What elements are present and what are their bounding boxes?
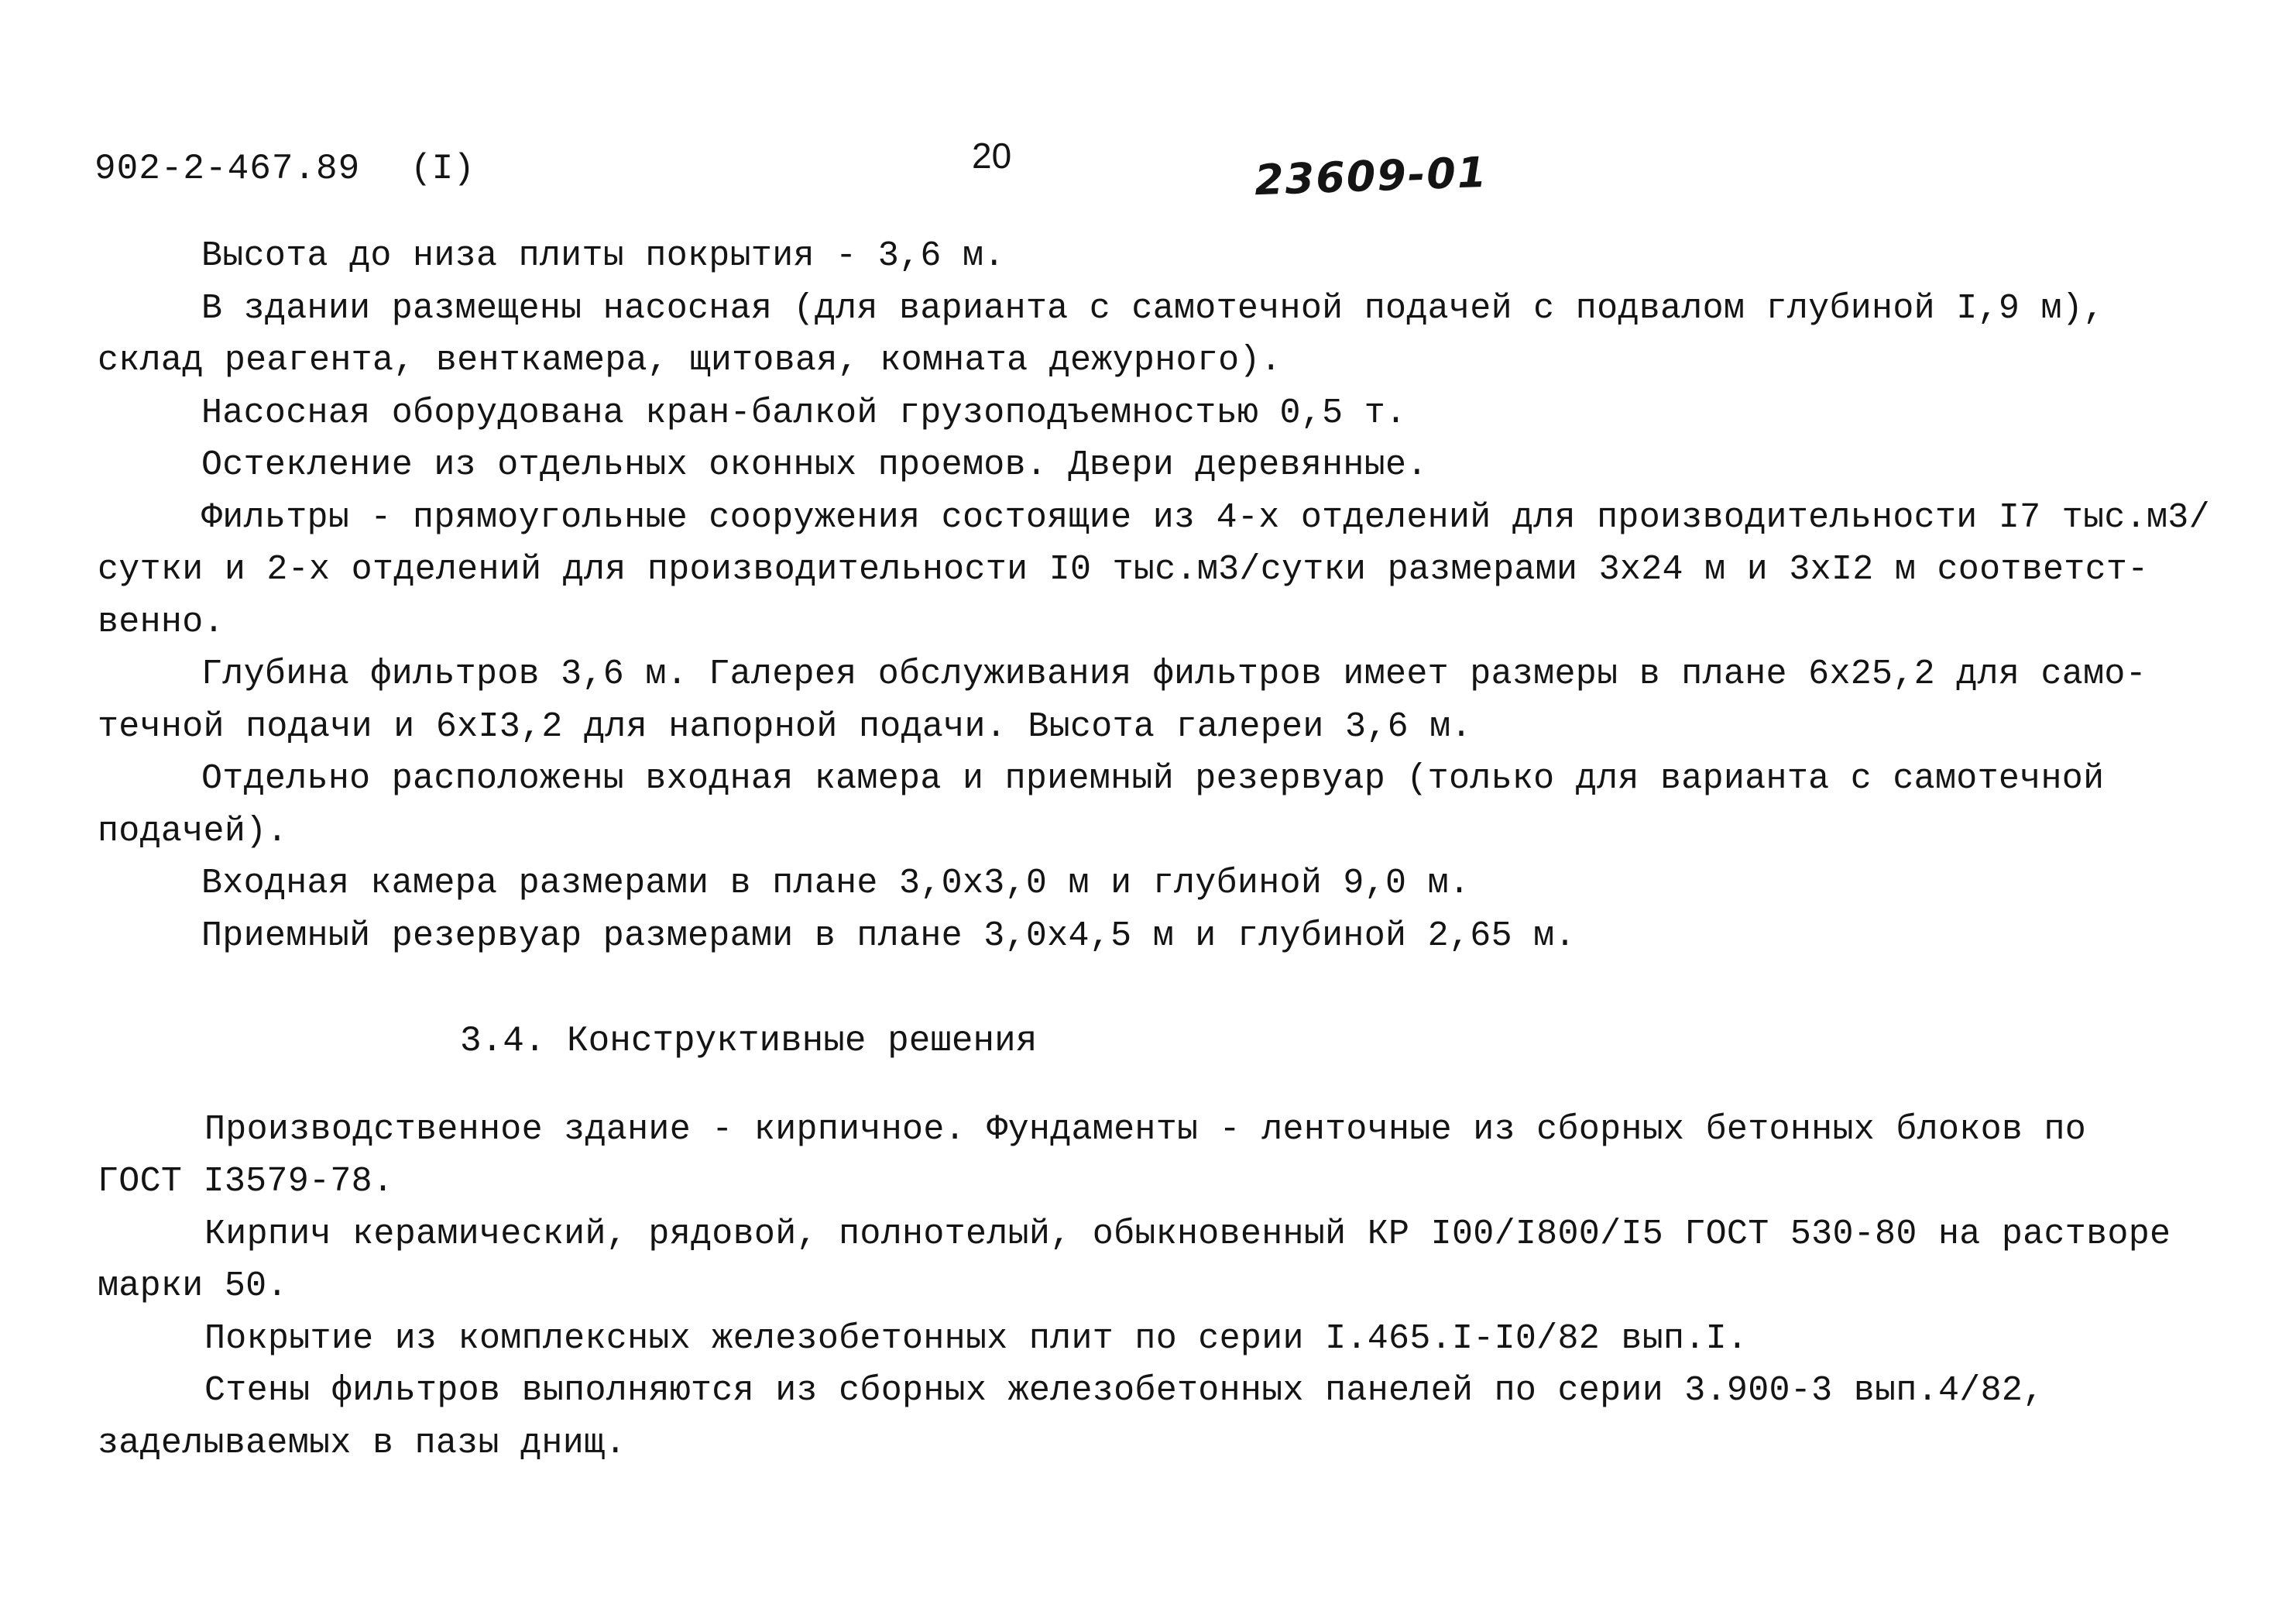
page-number: 20	[972, 136, 1012, 176]
paragraph-line: Стены фильтров выполняются из сборных железобетонных панелей по серии 3.900-3 вып.4/82,	[204, 1371, 2044, 1410]
paragraph-line: Входная камера размерами в плане 3,0х3,0 м и глубиной 9,0 м.	[201, 864, 1471, 903]
paragraph-line: В здании размещены насосная (для варианта с самотечной подачей с подвалом глубиной I,9 м),	[201, 289, 2105, 328]
section-heading: 3.4. Конструктивные решения	[460, 1021, 1038, 1061]
paragraph-line: венно.	[98, 603, 225, 642]
paragraph-line: Фильтры - прямоугольные сооружения состоящие из 4-х отделений для производительности I7 тыс.м3/	[201, 498, 2210, 538]
handwritten-inventory-number: 23609-01	[1253, 147, 1489, 205]
paragraph-line: Приемный резервуар размерами в плане 3,0х4,5 м и глубиной 2,65 м.	[201, 916, 1576, 956]
paragraph-line: Производственное здание - кирпичное. Фундаменты - ленточные из сборных бетонных блоков по	[204, 1110, 2087, 1149]
document-code: 902-2-467.89	[94, 149, 361, 189]
paragraph-line: сутки и 2-х отделений для производительности I0 тыс.м3/сутки размерами 3х24 м и 3хI2 м соответст-	[98, 550, 2149, 589]
paragraph-line: Отдельно расположены входная камера и приемный резервуар (только для варианта с самотечной	[201, 759, 2105, 799]
paragraph-line: ГОСТ I3579-78.	[98, 1162, 394, 1201]
paragraph-line: Остекление из отдельных оконных проемов. Двери деревянные.	[201, 445, 1428, 485]
sheet-part: (I)	[410, 149, 475, 189]
paragraph-line: Покрытие из комплексных железобетонных плит по серии I.465.I-I0/82 вып.I.	[204, 1319, 1749, 1359]
paragraph-line: Высота до низа плиты покрытия - 3,6 м.	[201, 236, 1005, 276]
paragraph-line: Насосная оборудована кран-балкой грузоподъемностью 0,5 т.	[201, 393, 1407, 433]
paragraph-line: склад реагента, венткамера, щитовая, комната дежурного).	[98, 341, 1282, 380]
paragraph-line: заделываемых в пазы днищ.	[98, 1424, 626, 1463]
paragraph-line: марки 50.	[98, 1266, 288, 1306]
paragraph-line: течной подачи и 6хI3,2 для напорной подачи. Высота галереи 3,6 м.	[98, 707, 1472, 747]
paragraph-line: Глубина фильтров 3,6 м. Галерея обслуживания фильтров имеет размеры в плане 6х25,2 для само-	[201, 654, 2147, 694]
paragraph-line: подачей).	[98, 812, 288, 851]
paragraph-line: Кирпич керамический, рядовой, полнотелый, обыкновенный КР I00/I800/I5 ГОСТ 530-80 на растворе	[204, 1214, 2171, 1254]
